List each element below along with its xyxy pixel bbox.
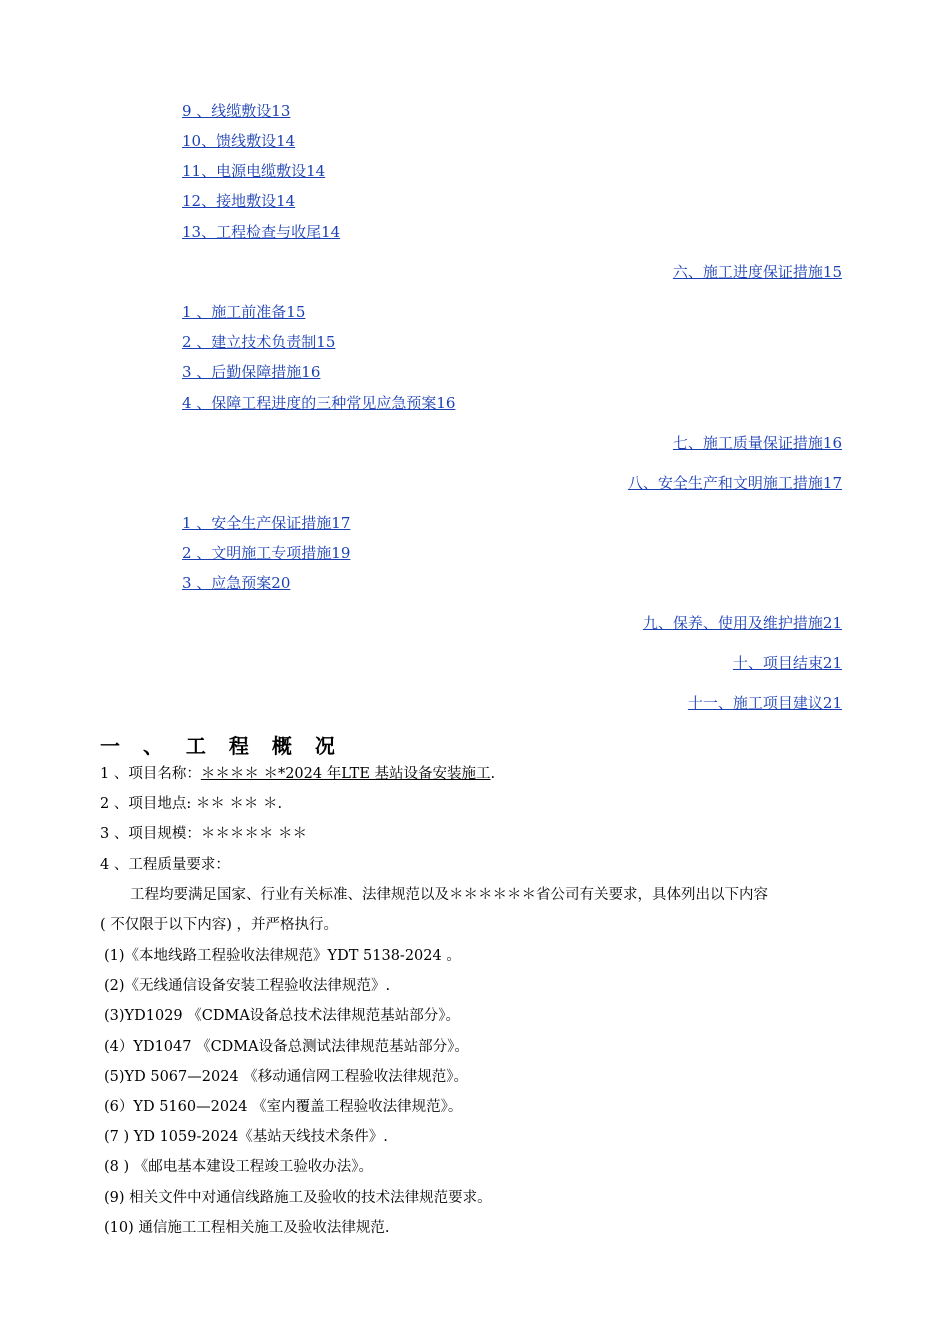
toc-link-11-suggestions[interactable]: 十一、施工项目建议21 — [687, 694, 842, 712]
toc-link-6-schedule[interactable]: 六、施工进度保证措施15 — [672, 263, 842, 281]
standard-item: (6）YD 5160—2024 《室内覆盖工程验收法律规范》。 — [104, 1099, 463, 1115]
toc-link-11-power-cable[interactable]: 11、电源电缆敷设14 — [182, 162, 326, 180]
toc-link-10-feeder-laying[interactable]: 10、馈线敷设14 — [182, 132, 296, 150]
requirements-paragraph-line-2: ( 不仅限于以下内容) ，并严格执行。 — [100, 917, 339, 933]
toc-link-8-3-emergency[interactable]: 3 、应急预案20 — [182, 574, 291, 592]
toc-link-10-project-end[interactable]: 十、项目结束21 — [732, 654, 842, 672]
toc-link-6-2-tech-responsibility[interactable]: 2 、建立技术负责制15 — [182, 333, 336, 351]
section-heading: 一 、 工 程 概 况 — [100, 734, 343, 758]
toc-link-6-4-emergency-plans[interactable]: 4 、保障工程进度的三种常见应急预案16 — [182, 394, 456, 412]
project-name-end: . — [490, 766, 496, 782]
standard-item: (4）YD1047 《CDMA设备总测试法律规范基站部分》。 — [104, 1039, 469, 1055]
toc-link-6-3-logistics[interactable]: 3 、后勤保障措施16 — [182, 363, 321, 381]
toc-link-13-inspection[interactable]: 13、工程检查与收尾14 — [182, 223, 341, 241]
project-name-line — [100, 764, 495, 784]
toc-link-9-maintenance[interactable]: 九、保养、使用及维护措施21 — [642, 614, 842, 632]
toc-link-6-1-preparation[interactable]: 1 、施工前准备15 — [182, 303, 306, 321]
standard-item: (5)YD 5067—2024 《移动通信网工程验收法律规范》。 — [104, 1069, 469, 1085]
toc-link-8-2-civilized-construction[interactable]: 2 、文明施工专项措施19 — [182, 544, 351, 562]
standard-item: (10) 通信施工工程相关施工及验收法律规范. — [104, 1220, 390, 1236]
standard-item: (9) 相关文件中对通信线路施工及验收的技术法律规范要求。 — [104, 1190, 492, 1206]
toc-link-8-1-safety-measures[interactable]: 1 、安全生产保证措施17 — [182, 514, 351, 532]
project-name-value: ＊＊＊＊ ＊*2024 年LTE 基站设备安装施工 — [200, 766, 491, 782]
standard-item: (8 ) 《邮电基本建设工程竣工验收办法》。 — [104, 1159, 374, 1175]
standard-item: (7 ) YD 1059-2024《基站天线技术条件》. — [104, 1129, 388, 1145]
toc-link-7-quality[interactable]: 七、施工质量保证措施16 — [672, 434, 842, 452]
project-location-line: 2 、项目地点: ＊＊ ＊＊ ＊. — [100, 796, 283, 812]
standard-item: (1)《本地线路工程验收法律规范》YDT 5138-2024 。 — [104, 948, 461, 964]
project-scale-line: 3 、项目规模：＊＊＊＊＊ ＊＊ — [100, 826, 307, 842]
requirements-paragraph-line-1: 工程均要满足国家、行业有关标准、法律规范以及＊＊＊＊＊＊省公司有关要求，具体列出以下内容 — [130, 887, 768, 903]
toc-link-9-cable-laying[interactable]: 9 、线缆敷设13 — [182, 102, 291, 120]
standard-item: (3)YD1029 《CDMA设备总技术法律规范基站部分》。 — [104, 1008, 461, 1024]
standard-item: (2)《无线通信设备安装工程验收法律规范》. — [104, 978, 391, 994]
quality-requirements-line: 4 、工程质量要求： — [100, 857, 230, 873]
project-name-label: 1 、项目名称： — [100, 766, 201, 782]
toc-link-12-grounding[interactable]: 12、接地敷设14 — [182, 192, 296, 210]
toc-link-8-safety[interactable]: 八、安全生产和文明施工措施17 — [627, 474, 842, 492]
